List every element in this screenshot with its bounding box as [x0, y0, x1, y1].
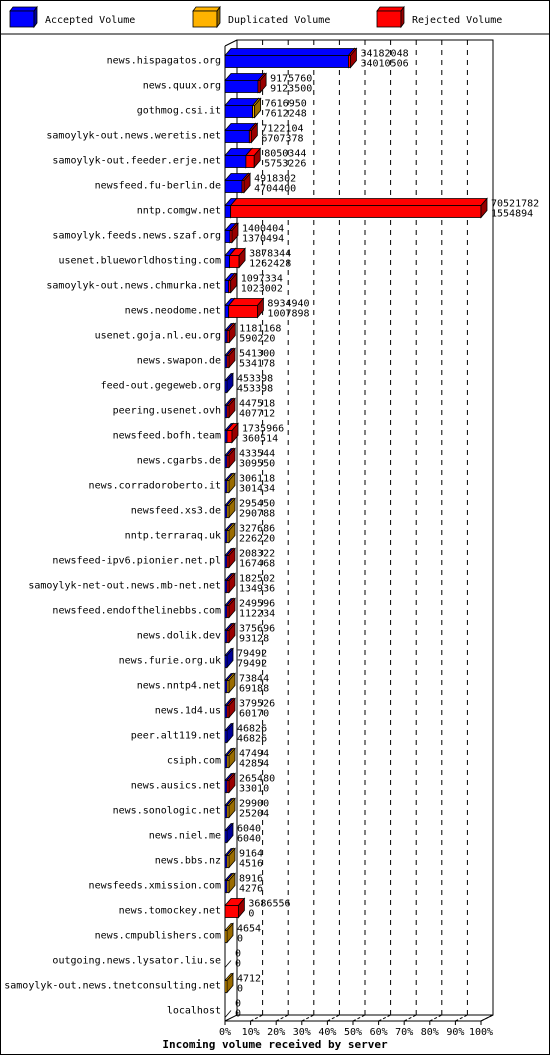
- value-total: 70521782: [491, 198, 540, 210]
- value-total: 306118: [239, 473, 276, 485]
- legend: [0, 7, 550, 34]
- value-total: 265480: [239, 773, 276, 785]
- bar-row: [143, 74, 313, 95]
- bar-row: [113, 424, 285, 445]
- value-total: 182502: [239, 573, 276, 585]
- value-total: 6040: [237, 823, 262, 835]
- value-accepted: 79492: [237, 658, 268, 670]
- value-total: 447518: [239, 398, 276, 410]
- value-total: 4712: [237, 973, 262, 985]
- legend-swatch-accepted: [10, 11, 34, 27]
- value-accepted: 1554894: [491, 208, 534, 220]
- value-accepted: 42854: [239, 758, 270, 770]
- bar-row: [107, 49, 409, 70]
- bar-row: [52, 549, 275, 570]
- bar-rejected: [225, 906, 238, 918]
- x-tick-label: 50%: [343, 1027, 363, 1038]
- bar-row: [131, 499, 275, 520]
- legend-swatch-side-duplicated: [217, 7, 220, 27]
- bar-row: [28, 574, 275, 595]
- value-accepted: 0: [237, 983, 244, 995]
- bar-rejected-top: [231, 199, 487, 206]
- value-accepted: 60170: [239, 708, 270, 720]
- category-label: newsfeed.xs3.de: [130, 505, 221, 517]
- category-label: samoylyk-net-out.news.mb-net.net: [28, 580, 221, 592]
- category-label: samoylyk-out.news.weretis.net: [46, 130, 221, 142]
- value-accepted: 6040: [237, 833, 262, 845]
- bar-rejected: [231, 206, 481, 218]
- bar-accepted: [225, 106, 253, 118]
- plot-top-edge: [225, 40, 237, 46]
- value-accepted: 33010: [239, 783, 270, 795]
- category-label: news.nntp4.net: [136, 680, 221, 692]
- category-label: samoylyk-out.news.chmurka.net: [46, 280, 221, 292]
- category-label: gothmog.csi.it: [136, 105, 221, 117]
- value-total: 8050344: [264, 148, 307, 160]
- value-accepted: 534178: [239, 358, 276, 370]
- category-label: news.bbs.nz: [154, 855, 221, 867]
- bar-row: [155, 699, 275, 720]
- value-total: 0: [235, 948, 242, 960]
- bar-row: [131, 774, 275, 795]
- category-label: news.cgarbs.de: [136, 455, 221, 467]
- legend-swatch-rejected: [377, 11, 401, 27]
- value-accepted: 0: [235, 958, 242, 970]
- value-accepted: 134936: [239, 583, 276, 595]
- bar-accepted: [225, 231, 230, 243]
- value-total: 4654: [237, 923, 262, 935]
- bar-rejected: [246, 156, 254, 168]
- category-label: news.ausics.net: [130, 780, 221, 792]
- value-total: 7122104: [261, 123, 304, 135]
- category-label: newsfeed.bofh.team: [112, 430, 221, 442]
- category-label: news.swapon.de: [136, 355, 221, 367]
- value-total: 375696: [239, 623, 276, 635]
- value-total: 1735966: [241, 423, 285, 435]
- value-total: 9164: [239, 848, 264, 860]
- value-total: 453398: [237, 373, 274, 385]
- value-accepted: 453398: [237, 383, 274, 395]
- value-accepted: 5753226: [264, 158, 307, 170]
- value-total: 8934940: [267, 298, 310, 310]
- bar-row: [119, 649, 267, 670]
- x-tick-label: 10%: [241, 1027, 260, 1038]
- value-total: 47494: [239, 748, 270, 760]
- value-total: 249596: [239, 598, 276, 610]
- bar-row: [137, 199, 539, 220]
- value-total: 208322: [239, 548, 276, 560]
- category-label: samoylyk.feeds.news.szaf.org: [52, 230, 221, 242]
- legend-label-accepted: Accepted Volume: [45, 15, 136, 26]
- bar-row: [95, 174, 297, 195]
- category-label: outgoing.news.lysator.liu.se: [52, 955, 221, 967]
- bar-row: [137, 674, 269, 695]
- category-label: news.niel.me: [148, 830, 221, 842]
- bar-accepted-top: [225, 49, 354, 56]
- value-accepted: 4516: [239, 858, 264, 870]
- category-label: news.neodome.net: [124, 305, 221, 317]
- x-tick-label: 70%: [395, 1027, 414, 1038]
- value-total: 3878344: [249, 248, 292, 260]
- bar-row: [167, 999, 241, 1020]
- value-total: 541300: [239, 348, 276, 360]
- value-accepted: 226220: [239, 533, 276, 545]
- bar-row: [95, 924, 262, 945]
- value-accepted: 0: [235, 1008, 242, 1020]
- category-label: newsfeed.fu-berlin.de: [94, 180, 221, 192]
- category-label: usenet.blueworldhosting.com: [58, 255, 221, 267]
- bar-rejected: [230, 256, 239, 268]
- value-accepted: 4276: [239, 883, 264, 895]
- bar-accepted: [225, 181, 242, 193]
- legend-label-duplicated: Duplicated Volume: [228, 15, 331, 26]
- value-total: 327686: [239, 523, 276, 535]
- bar-row: [137, 349, 275, 370]
- category-label: feed-out.gegeweb.org: [100, 380, 221, 392]
- value-total: 433544: [239, 448, 276, 460]
- value-accepted: 167468: [239, 558, 276, 570]
- category-label: newsfeed-ipv6.pionier.net.pl: [52, 555, 221, 567]
- bar-row: [89, 474, 276, 495]
- category-label: csiph.com: [166, 755, 221, 767]
- value-accepted: 69188: [239, 683, 270, 695]
- x-tick-label: 30%: [292, 1027, 311, 1038]
- bar-accepted: [225, 306, 229, 318]
- legend-swatch-top-accepted: [10, 7, 37, 11]
- value-total: 29900: [239, 798, 270, 810]
- value-total: 46826: [237, 723, 268, 735]
- category-label: news.sonologic.net: [112, 805, 221, 817]
- value-accepted: 0: [248, 908, 255, 920]
- value-accepted: 1023002: [240, 283, 283, 295]
- bar-row: [46, 124, 303, 145]
- category-label: news.furie.org.uk: [118, 655, 221, 667]
- bar-row: [149, 824, 261, 845]
- bar-accepted: [225, 81, 258, 93]
- value-accepted: 9123500: [270, 83, 313, 95]
- category-label: samoylyk-out.feeder.erje.net: [52, 155, 221, 167]
- category-label: localhost: [166, 1005, 221, 1017]
- value-total: 1097334: [240, 273, 283, 285]
- value-accepted: 1370494: [241, 233, 285, 245]
- value-accepted: 1007898: [267, 308, 310, 320]
- bar-row: [52, 149, 306, 170]
- category-label: samoylyk-out.news.tnetconsulting.net: [4, 980, 221, 992]
- category-label: news.tomockey.net: [118, 905, 221, 917]
- category-label: peer.alt119.net: [130, 730, 221, 742]
- bar-accepted: [225, 156, 246, 168]
- x-tick-label: 60%: [369, 1027, 388, 1038]
- legend-swatch-top-duplicated: [193, 7, 220, 11]
- bar-row: [131, 724, 267, 745]
- x-axis-title: Incoming volume received by server: [162, 1038, 388, 1051]
- bar-rejected: [227, 431, 232, 443]
- bar-row: [46, 274, 282, 295]
- category-label: newsfeed.endofthelinebbs.com: [52, 605, 221, 617]
- bar-rejected: [229, 306, 258, 318]
- bar-row: [167, 749, 269, 770]
- value-total: 295450: [239, 498, 276, 510]
- x-tick-label: 80%: [420, 1027, 439, 1038]
- value-accepted: 1262428: [249, 258, 292, 270]
- x-tick-label: 20%: [267, 1027, 286, 1038]
- value-accepted: 46826: [237, 733, 268, 745]
- value-accepted: 93128: [239, 633, 270, 645]
- bar-accepted: [225, 206, 231, 218]
- bar-accepted: [225, 281, 229, 293]
- bar-accepted-top: [225, 74, 264, 81]
- category-label: news.corradoroberto.it: [88, 480, 221, 492]
- bar-row: [95, 324, 282, 345]
- category-label: news.quux.org: [142, 80, 221, 92]
- bar-accepted: [225, 56, 348, 68]
- x-tick-label: 90%: [446, 1027, 465, 1038]
- bar-row: [137, 99, 307, 120]
- value-accepted: 112234: [239, 608, 276, 620]
- bar-row: [113, 799, 269, 820]
- value-total: 1400404: [241, 223, 285, 235]
- value-total: 73844: [239, 673, 270, 685]
- value-accepted: 4704400: [254, 183, 297, 195]
- value-accepted: 290788: [239, 508, 276, 520]
- value-total: 79492: [237, 648, 268, 660]
- value-total: 1181168: [239, 323, 282, 335]
- value-accepted: 590220: [239, 333, 276, 345]
- value-total: 0: [235, 998, 242, 1010]
- legend-swatch-side-rejected: [401, 7, 404, 27]
- x-tick-label: 0%: [218, 1027, 232, 1038]
- bar-row: [101, 374, 274, 395]
- bar-accepted: [225, 256, 230, 268]
- legend-label-rejected: Rejected Volume: [412, 15, 503, 26]
- category-label: newsfeeds.xmission.com: [88, 880, 221, 892]
- value-total: 9175760: [270, 73, 313, 85]
- value-accepted: 0: [237, 933, 244, 945]
- category-label: usenet.goja.nl.eu.org: [94, 330, 221, 342]
- value-accepted: 34010506: [360, 58, 409, 70]
- bar-row: [113, 399, 276, 420]
- bar-row: [52, 949, 241, 970]
- bar-row: [58, 249, 291, 270]
- bar-row: [125, 299, 310, 320]
- category-label: nntp.terraraq.uk: [124, 530, 221, 542]
- value-accepted: 407712: [239, 408, 276, 420]
- value-accepted: 7612248: [264, 108, 307, 120]
- category-label: nntp.comgw.net: [136, 205, 221, 217]
- legend-swatch-duplicated: [193, 11, 217, 27]
- value-total: 8916: [239, 873, 264, 885]
- value-total: 4918302: [254, 173, 297, 185]
- bar-row: [137, 624, 275, 645]
- value-accepted: 301434: [239, 483, 276, 495]
- x-tick-label: 40%: [318, 1027, 337, 1038]
- bar-row: [52, 224, 284, 245]
- legend-swatch-side-accepted: [34, 7, 37, 27]
- category-label: news.dolik.dev: [136, 630, 221, 642]
- value-total: 3686556: [248, 898, 291, 910]
- category-label: news.1d4.us: [154, 705, 221, 717]
- value-accepted: 6707378: [261, 133, 304, 145]
- value-accepted: 309550: [239, 458, 276, 470]
- value-total: 7616950: [264, 98, 307, 110]
- value-total: 34182048: [360, 48, 409, 60]
- bar-row: [4, 974, 261, 995]
- bar-row: [125, 524, 275, 545]
- bar-empty-stub: [225, 961, 231, 968]
- value-total: 379526: [239, 698, 276, 710]
- category-label: news.cmpublishers.com: [94, 930, 221, 942]
- bar-row: [52, 599, 275, 620]
- value-accepted: 360514: [241, 433, 279, 445]
- category-label: news.hispagatos.org: [106, 55, 221, 67]
- bar-accepted: [225, 131, 249, 143]
- x-tick-label: 100%: [468, 1027, 494, 1038]
- bar-row: [137, 449, 275, 470]
- bar-row: [155, 849, 263, 870]
- value-accepted: 25204: [239, 808, 270, 820]
- category-label: peering.usenet.ovh: [112, 405, 221, 417]
- legend-swatch-top-rejected: [377, 7, 404, 11]
- bar-empty-stub: [225, 1011, 231, 1018]
